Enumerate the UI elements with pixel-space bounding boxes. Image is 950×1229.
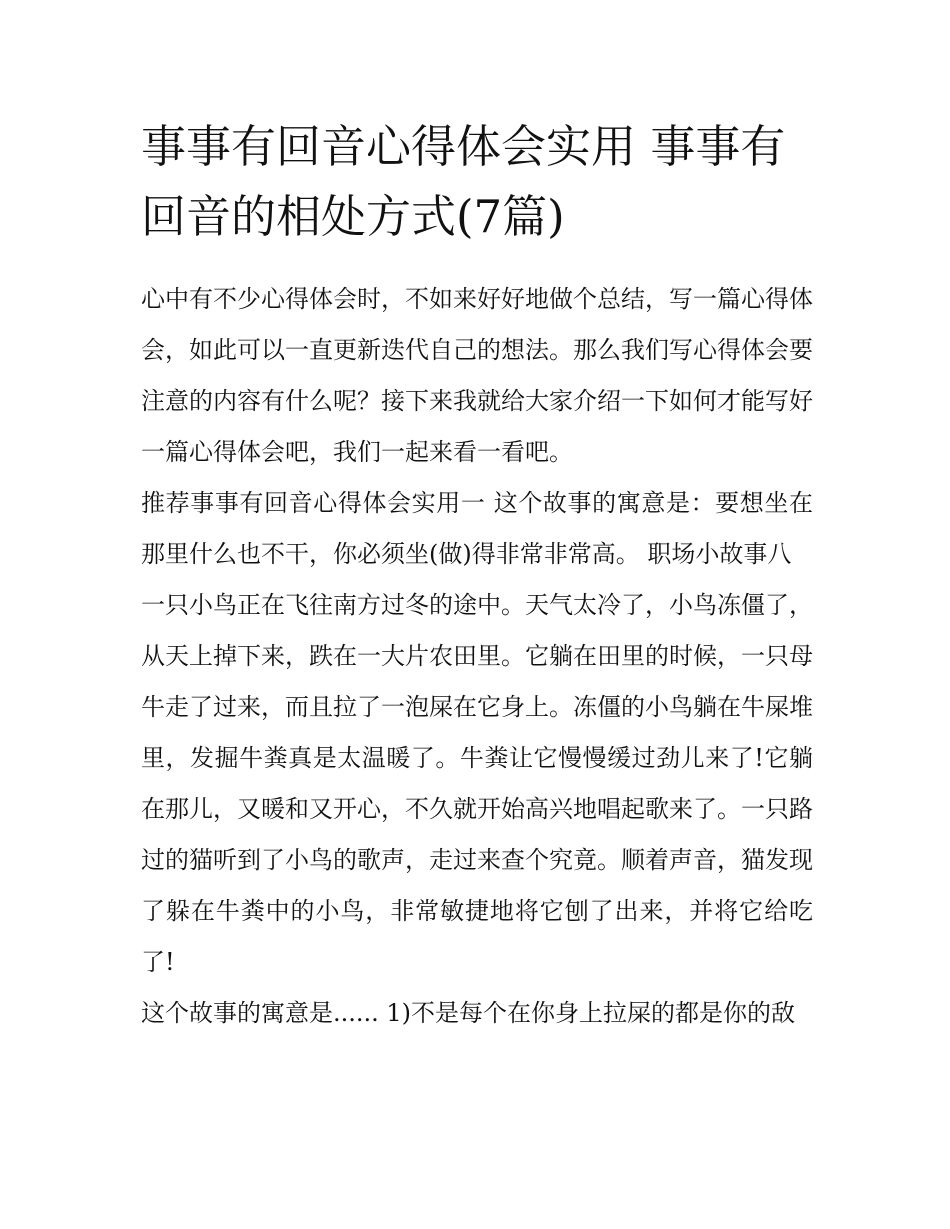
paragraph-story: 一只小鸟正在飞往南方过冬的途中。天气太冷了，小鸟冻僵了，从天上掉下来，跌在一大片农田里。它躺在田里的时候，一只母牛走了过来，而且拉了一泡屎在它身上。冻僵的小鸟躺在牛屎堆里，发掘牛粪真是太温暖了。牛粪让它慢慢缓过劲儿来了!它躺在那儿，又暖和又开心，不久就开始高兴地唱起歌来了。一只路过的猫听到了小鸟的歌声，走过来查个究竟。顺着声音，猫发现了躲在牛粪中的小鸟，非常敏捷地将它刨了出来，并将它给吃了! bbox=[141, 591, 813, 976]
page-title bbox=[141, 112, 813, 252]
document-body bbox=[141, 274, 813, 1039]
paragraph-moral: 这个故事的寓意是...... 1)不是每个在你身上拉屎的都是你的敌 bbox=[141, 999, 796, 1027]
title-sub: 事事有回音的相处方式(7篇) bbox=[141, 120, 786, 243]
document-content bbox=[141, 112, 813, 1039]
paragraph-intro: 心中有不少心得体会时，不如来好好地做个总结，写一篇心得体会，如此可以一直更新迭代自己的想法。那么我们写心得体会要注意的内容有什么呢？接下来我就给大家介绍一下如何才能写好一篇心得体会吧，我们一起来看一看吧。 bbox=[141, 285, 813, 466]
paragraph-recommend: 推荐事事有回音心得体会实用一 这个故事的寓意是：要想坐在那里什么也不干，你必须坐(做)得非常非常高。 职场小故事八 bbox=[141, 489, 813, 568]
title-main: 事事有回音心得体会实用 bbox=[141, 120, 637, 173]
